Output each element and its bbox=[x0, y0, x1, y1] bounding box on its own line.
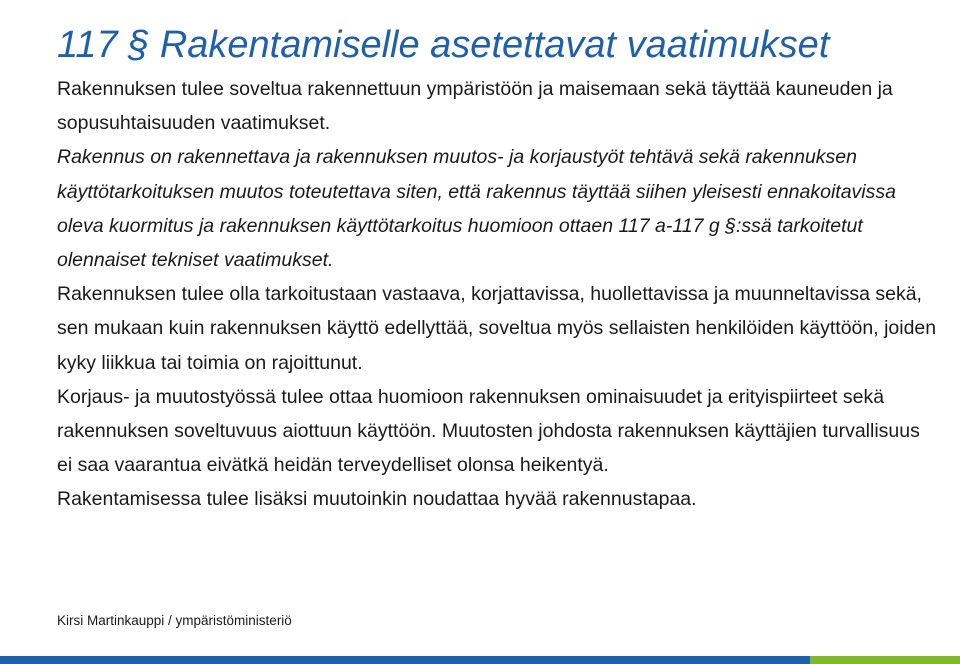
paragraph-renovation: Korjaus- ja muutostyössä tulee ottaa huomioon rakennuksen ominaisuudet ja erityispiirteet sekä rakennuksen soveltuvuus aiottuun käyttöön. Muutosten johdosta rakennuksen käyttäjien turvallisuus ei saa vaarantua eivätkä heidän terveydelliset olonsa heikentyä. bbox=[57, 385, 920, 477]
slide-title: 117 § Rakentamiselle asetettavat vaatimukset bbox=[57, 24, 830, 67]
footer-bar-green bbox=[810, 656, 960, 664]
paragraph-accessibility: Rakennuksen tulee olla tarkoitustaan vastaava, korjattavissa, huollettavissa ja muunneltavissa sekä, sen mukaan kuin rakennuksen käyttö edellyttää, soveltua myös sellaisten henkilöiden käyttöön, joiden kyky liikkua tai toimia on rajoittunut. bbox=[57, 283, 937, 374]
paragraph-good-practice: Rakentamisessa tulee lisäksi muutoinkin noudattaa hyvää rakennustapaa. bbox=[57, 488, 697, 511]
footer-author: Kirsi Martinkauppi / ympäristöministeriö bbox=[57, 613, 292, 628]
paragraph-technical-requirements: Rakennus on rakennettava ja rakennuksen muutos- ja korjaustyöt tehtävä sekä rakennuksen käyttötarkoituksen muutos toteutettava siten, että rakennus täyttää siihen yleisesti ennakoitavissa oleva kuormitus ja rakennuksen käyttötarkoitus huomioon ottaen 117 a-117 g §:ssä tarkoitetut olennaiset tekniset vaatimukset. bbox=[57, 146, 896, 272]
slide-body bbox=[57, 72, 937, 517]
paragraph-suitability: Rakennuksen tulee soveltua rakennettuun ympäristöön ja maisemaan sekä täyttää kauneuden ja sopusuhtaisuuden vaatimukset. bbox=[57, 78, 893, 135]
